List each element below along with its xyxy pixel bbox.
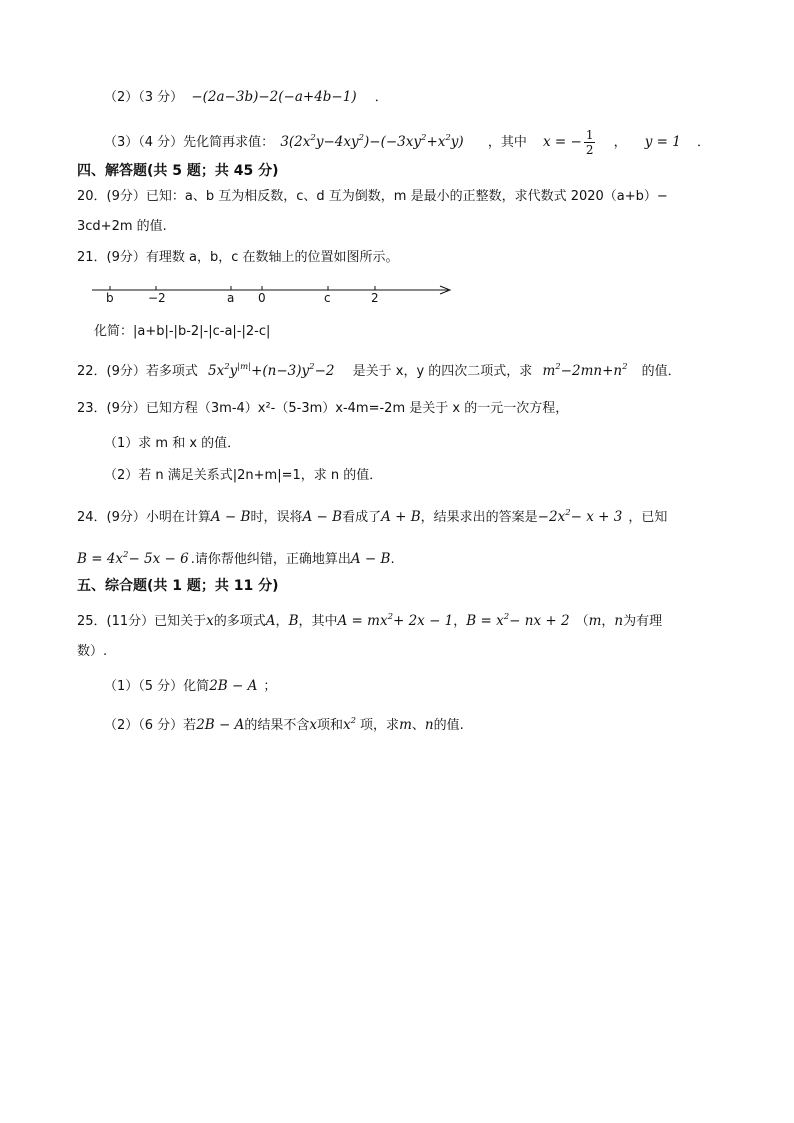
label-c: c xyxy=(324,291,331,305)
q20-line1: 20．(9分）已知：a、b 互为相反数，c、d 互为倒数，m 是最小的正整数，求代数式 2020（a+b）− xyxy=(77,189,668,204)
q22-polynomial: $5x^2y^{|m|}+(n-3)y^2-2$ xyxy=(208,362,335,379)
section-4-heading: 四、解答题(共 5 题；共 45 分) xyxy=(77,163,279,179)
q24-line1: 24．(9分）小明在计算A − B时，误将A − B看成了A + B，结果求出的答案是$-2x^2- x + 3$ ，已知 xyxy=(77,508,668,525)
q19-3 xyxy=(104,128,710,157)
label-2: 2 xyxy=(371,291,379,305)
q21-simplify: 化简：|a+b|-|b-2|-|c-a|-|2-c| xyxy=(94,324,271,339)
section-5-heading: 五、综合题(共 1 题；共 11 分) xyxy=(77,578,279,594)
q20-line2: 3cd+2m 的值. xyxy=(77,219,167,234)
label-neg2: −2 xyxy=(148,291,166,305)
q19-2-suffix: ． xyxy=(374,90,388,105)
q19-2 xyxy=(104,88,388,107)
q24-line2: $B = 4x^2- 5x - 6$ .请你帮他纠错，正确地算出A − B. xyxy=(77,550,395,567)
q19-2-prefix: （2）（3 分） xyxy=(104,90,184,105)
q23-sub1: （1）求 m 和 x 的值． xyxy=(104,436,241,451)
q25-line2: 数）. xyxy=(77,644,108,659)
q25-line1: 25．(11分）已知关于x的多项式A，B，其中$A = mx^2+ 2x - 1$，$B = x^2-$ nx + 2 （m，n为有理 xyxy=(77,612,663,629)
q23-line1: 23．(9分）已知方程（3m-4）x²-（5-3m）x-4m=-2m 是关于 x 的一元一次方程， xyxy=(77,401,569,416)
q19-3-x-value: x = − $\frac{1}{2}$ xyxy=(543,128,594,157)
q25-sub2: （2）（6 分）若2B − A的结果不含x项和$x^2$ 项，求m、n的值. xyxy=(104,716,464,733)
q21-line1: 21．(9分）有理数 a，b，c 在数轴上的位置如图所示。 xyxy=(77,250,399,265)
q19-3-end: ． xyxy=(697,135,711,150)
q19-3-y-value: y = 1 xyxy=(644,134,681,150)
label-a: a xyxy=(227,291,235,305)
q19-2-expression: −(2a−3b)−2(−a+4b−1) xyxy=(191,89,357,105)
label-0: 0 xyxy=(258,291,266,305)
q22-prefix: 22．(9分）若多项式 xyxy=(77,364,198,379)
q23-sub2: （2）若 n 满足关系式|2n+m|=1，求 n 的值． xyxy=(104,468,383,483)
q22-mid: 是关于 x，y 的四次二项式，求 xyxy=(352,364,533,379)
q19-3-mid: ，其中 xyxy=(487,135,527,150)
number-line-svg xyxy=(88,278,468,308)
q22-ask-expression: $m^2-2mn+n^2$ xyxy=(542,362,628,379)
q25-sub1: （1）（5 分）化简2B − A ； xyxy=(104,678,277,694)
q19-3-sep: ， xyxy=(613,135,627,150)
q19-3-prefix: （3）（4 分）先化简再求值： xyxy=(104,135,275,150)
one-half-fraction: $\frac{1}{2}$ xyxy=(585,128,594,157)
q22 xyxy=(77,358,681,381)
q19-3-expression: $3(2x^2y-4xy^2)-(-3xy^2+x^2y)$ xyxy=(280,133,464,150)
q22-end: 的值． xyxy=(641,364,681,379)
number-line xyxy=(88,278,468,308)
label-b: b xyxy=(106,291,114,305)
